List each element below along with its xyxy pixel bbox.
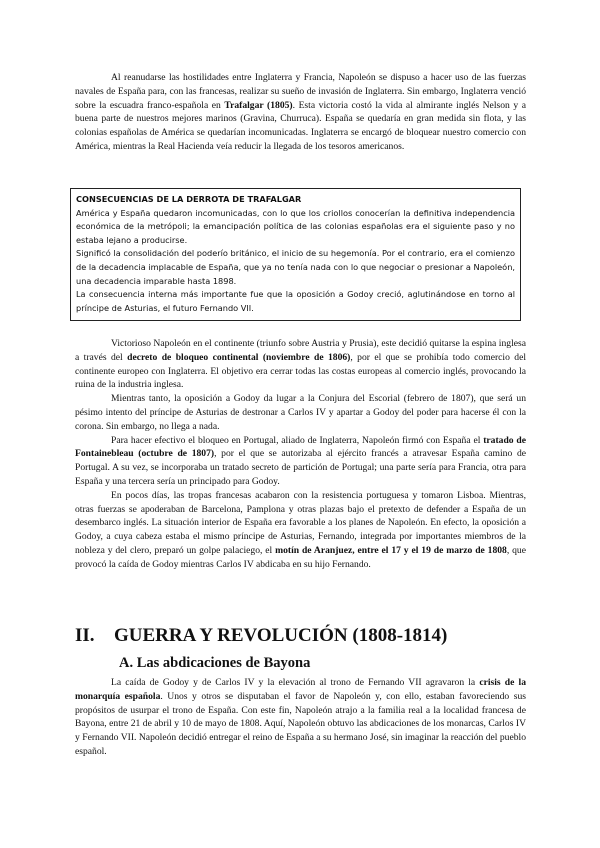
section-title-text: GUERRA Y REVOLUCIÓN (1808-1814) <box>114 625 448 646</box>
text-run: La caída de Godoy y de Carlos IV y la elevación al trono de Fernando VII agravaron la <box>111 677 480 688</box>
section-heading <box>75 625 447 647</box>
text-run: Al reanudarse las hostilidades entre Inglaterra y Francia, Napoleón se dispuso a hacer uso de las fuerzas navales de España para, con las francesas, realizar su sueño de invasión de Inglaterra. Sin embargo, Inglaterra venció sobre la escuadra franco-española en <box>75 72 526 111</box>
paragraph-fontainebleau <box>75 434 526 489</box>
consequences-box <box>70 188 521 321</box>
paragraph-escorial: Mientras tanto, la oposición a Godoy da lugar a la Conjura del Escorial (febrero de 1807), que será un pésimo intento del príncipe de Asturias de destronar a Carlos IV y apartar a Godoy del poder para hacerse él con la corona. Sin embargo, no llega a nada. <box>75 393 526 432</box>
text-run: , que provocó la caída de Godoy mientras Carlos IV abdicaba en su hijo Fernando. <box>75 544 526 570</box>
subsection-heading: A. Las abdicaciones de Bayona <box>119 655 311 671</box>
box-paragraph: Significó la consolidación del poderío británico, el inicio de su hegemonía. Por el contrario, era el comienzo de la decadencia implacable de España, que ya no tenía nada con lo que negociar o presionar a Napoleón, una decadencia imparable hasta 1898. <box>76 248 515 286</box>
text-run: . Esta victoria costó la vida al almirante inglés Nelson y a buena parte de nuestros mejores marinos (Gravina, Churruca). España se quedaría en gran medida sin flota, y las colonias españolas de América se quedarían incomunicadas. Inglaterra se encargó de bloquear nuestro comercio con América, mientras la Real Hacienda veía reducir la llegada de los tesoros americanos. <box>75 99 526 152</box>
box-title: CONSECUENCIAS DE LA DERROTA DE TRAFALGAR <box>76 194 302 204</box>
text-run: . Unos y otros se disputaban el favor de Napoleón y, con ello, estaban favoreciendo sus propósitos de usurpar el trono de España. Con este fin, Napoleón atrajo a la familia real a la localidad francesa de Bayona, entre 21 de abril y 10 de mayo de 1808. Aquí, Napoleón obtuvo las abdicaciones de los monarcas, Carlos IV y Fernando VII. Napoleón decidió entregar el reino de España a su hermano José, sin imaginar la reacción del pueblo español. <box>75 690 526 757</box>
text-run: Para hacer efectivo el bloqueo en Portugal, aliado de Inglaterra, Napoleón firmó con España el <box>111 434 484 446</box>
text-run: , por el que se prohibía todo comercio del continente europeo con Inglaterra. El objetivo era cerrar todas las costas europeas al comercio inglés, provocando la ruina de la industria inglesa. <box>75 351 526 391</box>
bold-term: crisis de la monarquía española <box>75 677 527 702</box>
box-paragraph: La consecuencia interna más importante fue que la oposición a Godoy creció, aglutinándose en torno al príncipe de Asturias, el futuro Fernando VII. <box>76 289 515 313</box>
body-paragraphs <box>75 337 526 572</box>
text-run: Victorioso Napoleón en el continente (triunfo sobre Austria y Prusia), este decidió quitarse la espina inglesa a través del <box>75 338 526 363</box>
box-paragraph: América y España quedaron incomunicadas, con lo que los criollos conocerían la definitiva independencia económica de la metrópoli; la emancipación política de las colonias españolas era el siguiente paso y no estaba lejano a producirse. <box>76 207 515 245</box>
bold-term: motín de Aranjuez, entre el 17 y el 19 de marzo de 1808 <box>275 544 507 556</box>
paragraph-trafalgar <box>75 71 526 154</box>
paragraph-aranjuez <box>75 489 526 572</box>
bold-term: tratado de Fontainebleau (octubre de 1807) <box>75 434 526 460</box>
text-run: , por el que se autorizaba al ejército francés a atravesar España camino de Portugal. A su vez, se incorporaba un tratado secreto de partición de Portugal; una parte sería para Francia, otra para España y una tercera sería un principado para Godoy. <box>75 448 526 487</box>
text-run: En pocos días, las tropas francesas acabaron con la resistencia portuguesa y tomaron Lisboa. Mientras, otras fuerzas se apoderaban de Barcelona, Pamplona y otras plazas bajo el pretexto de defender a España de un desembarco inglés. La situación interior de España era favorable a los planes de Napoleón. En efecto, la oposición a Godoy, a cuya cabeza estaba el mismo príncipe de Asturias, Fernando, integrada por importantes miembros de la nobleza y del clero, preparó un golpe palaciego, el <box>75 489 526 556</box>
bold-term: decreto de bloqueo continental (noviembre de 1806) <box>127 351 351 363</box>
paragraph-bayona <box>75 676 526 759</box>
section-number: II. <box>75 625 95 646</box>
bold-term: Trafalgar (1805) <box>224 99 293 111</box>
paragraph-bloqueo <box>75 337 526 392</box>
